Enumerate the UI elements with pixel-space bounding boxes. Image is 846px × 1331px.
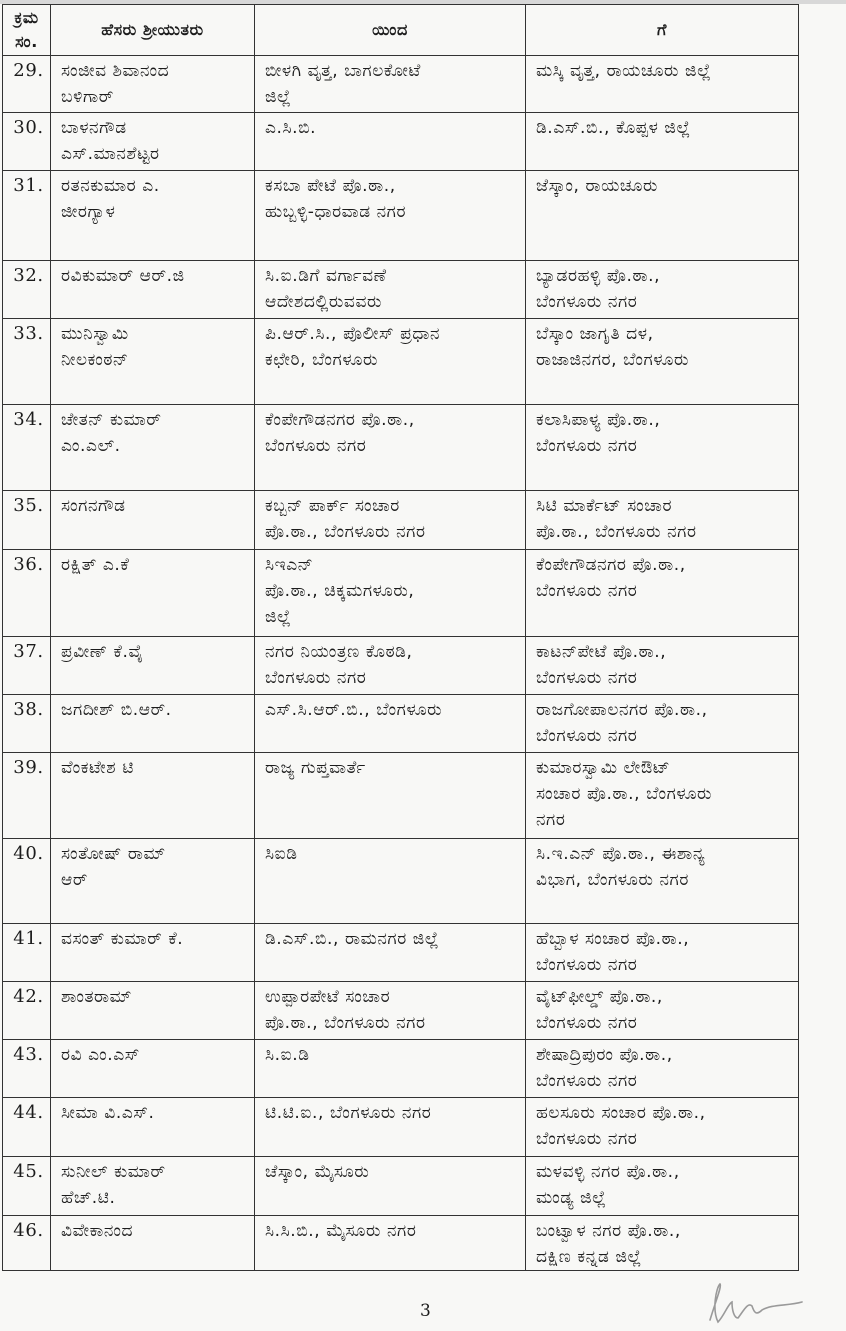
name-cell <box>51 982 255 1040</box>
serial-number-cell: 42. <box>3 982 51 1040</box>
to-cell <box>526 56 799 113</box>
name-cell <box>51 56 255 113</box>
header-name-line-2: ಶ್ರೀಯುತರು <box>143 20 204 39</box>
table-body <box>3 56 799 1271</box>
to-cell-line: ಕೆಂಪೇಗೌಡನಗರ ಪೊ.ಠಾ., <box>536 555 686 575</box>
table-row <box>3 1098 799 1157</box>
table-row <box>3 1216 799 1271</box>
handwritten-signature <box>698 1280 808 1328</box>
name-cell-line: ಆರ್ <box>61 870 88 890</box>
name-cell-line: ಎಂ.ಎಲ್. <box>61 436 121 456</box>
serial-number-cell: 45. <box>3 1157 51 1216</box>
from-cell-line: ಸಿಇಎನ್ <box>265 555 314 575</box>
from-cell-line: ಕಸಬಾ ಪೇಟೆ ಪೊ.ಠಾ., <box>265 176 396 196</box>
to-cell <box>526 982 799 1040</box>
name-cell-line: ವಿವೇಕಾನಂದ <box>61 1221 134 1241</box>
serial-number-cell: 44. <box>3 1098 51 1157</box>
table-row <box>3 695 799 753</box>
name-cell <box>51 695 255 753</box>
to-cell <box>526 695 799 753</box>
table-row <box>3 1040 799 1098</box>
from-cell <box>255 319 526 405</box>
name-cell <box>51 637 255 695</box>
to-cell-line: ಹೆಬ್ಬಾಳ ಸಂಚಾರ ಪೊ.ಠಾ., <box>536 929 690 949</box>
to-cell <box>526 1040 799 1098</box>
to-cell-line: ಕಾಟನ್‌ಪೇಟೆ ಪೊ.ಠಾ., <box>536 642 667 662</box>
from-cell-line: ಡಿ.ಎಸ್.ಬಿ., ರಾಮನಗರ ಜಿಲ್ಲೆ <box>265 929 440 949</box>
table-row <box>3 491 799 550</box>
from-cell-line: ಸಿ.ಸಿ.ಬಿ., ಮೈಸೂರು ನಗರ <box>265 1221 417 1241</box>
from-cell-line: ಎ.ಸಿ.ಬಿ. <box>265 118 317 138</box>
name-cell-line: ಸಂಜೀವ ಶಿವಾನಂದ <box>61 61 170 81</box>
table-row <box>3 550 799 637</box>
from-cell <box>255 405 526 491</box>
name-cell-line: ಚೇತನ್ ಕುಮಾರ್ <box>61 410 162 430</box>
serial-number-cell: 35. <box>3 491 51 550</box>
from-cell <box>255 491 526 550</box>
serial-number-cell: 33. <box>3 319 51 405</box>
from-cell-line: ರಾಜ್ಯ ಗುಪ್ತವಾರ್ತೆ <box>265 758 366 778</box>
from-cell <box>255 982 526 1040</box>
to-cell-line: ಪೊ.ಠಾ., ಬೆಂಗಳೂರು ನಗರ <box>536 522 697 542</box>
header-serial-line-2: ಸಂ. <box>15 32 38 51</box>
serial-number-cell: 32. <box>3 261 51 319</box>
from-cell <box>255 924 526 982</box>
table-row <box>3 171 799 261</box>
name-cell <box>51 839 255 924</box>
to-cell <box>526 550 799 637</box>
name-cell-line: ಸಂತೋಷ್ ರಾಮ್ <box>61 844 166 864</box>
from-cell-line: ಉಪ್ಪಾರಪೇಟೆ ಸಂಚಾರ <box>265 987 391 1007</box>
from-cell <box>255 550 526 637</box>
serial-number-cell: 40. <box>3 839 51 924</box>
to-cell-line: ಬೆಂಗಳೂರು ನಗರ <box>536 1129 638 1149</box>
from-cell <box>255 839 526 924</box>
table-header-row <box>3 5 799 56</box>
name-cell-line: ಜೀರಗ್ಯಾಳ <box>61 202 116 222</box>
serial-number-cell: 39. <box>3 753 51 839</box>
name-cell-line: ರವಿ ಎಂ.ಎಸ್ <box>61 1045 140 1065</box>
name-cell-line: ಬಳಿಗಾರ್ <box>61 87 114 107</box>
from-cell-line: ಕೆಂಪೇಗೌಡನಗರ ಪೊ.ಠಾ., <box>265 410 415 430</box>
serial-number-cell: 46. <box>3 1216 51 1271</box>
header-from: ಯಿಂದ <box>255 5 526 56</box>
name-cell <box>51 405 255 491</box>
header-serial-line-1: ಕ್ರಮ <box>14 8 39 27</box>
from-cell-line: ಬೆಂಗಳೂರು ನಗರ <box>265 668 367 688</box>
to-cell-line: ರಾಜಾಜಿನಗರ, ಬೆಂಗಳೂರು <box>536 350 689 370</box>
name-cell-line: ಸೀಮಾ ವಿ.ಎಸ್. <box>61 1103 155 1123</box>
page-number: 3 <box>420 1301 431 1321</box>
name-cell <box>51 924 255 982</box>
to-cell-line: ವೈಟ್‌ಫೀಲ್ಡ್ ಪೊ.ಠಾ., <box>536 987 663 1007</box>
name-cell-line: ಜಗದೀಶ್ ಬಿ.ಆರ್. <box>61 700 172 720</box>
from-cell-line: ಪೊ.ಠಾ., ಬೆಂಗಳೂರು ನಗರ <box>265 1013 426 1033</box>
to-cell-line: ಜೆಸ್ಕಾಂ, ರಾಯಚೂರು <box>536 176 658 196</box>
from-cell <box>255 113 526 171</box>
to-cell-line: ಕಲಾಸಿಪಾಳ್ಯ ಪೊ.ಠಾ., <box>536 410 661 430</box>
to-cell-line: ಸಿಟಿ ಮಾರ್ಕೆಟ್ ಸಂಚಾರ <box>536 496 673 516</box>
name-cell-line: ಸುನೀಲ್ ಕುಮಾರ್ <box>61 1162 166 1182</box>
name-cell <box>51 1040 255 1098</box>
from-cell-line: ಕಬ್ಬನ್ ಪಾರ್ಕ್ ಸಂಚಾರ <box>265 496 400 516</box>
from-cell <box>255 171 526 261</box>
name-cell-line: ಪ್ರವೀಣ್ ಕೆ.ವೈ <box>61 642 144 662</box>
from-cell-line: ಜಿಲ್ಲೆ <box>265 607 292 627</box>
from-cell-line: ಕಛೇರಿ, ಬೆಂಗಳೂರು <box>265 350 379 370</box>
to-cell <box>526 1098 799 1157</box>
to-cell-line: ಬೆಂಗಳೂರು ನಗರ <box>536 955 638 975</box>
table-row <box>3 839 799 924</box>
to-cell-line: ದಕ್ಷಿಣ ಕನ್ನಡ ಜಿಲ್ಲೆ <box>536 1247 642 1267</box>
to-cell <box>526 839 799 924</box>
name-cell-line: ಮುನಿಸ್ವಾಮಿ <box>61 324 129 344</box>
to-cell-line: ಬೆಂಗಳೂರು ನಗರ <box>536 436 638 456</box>
table-row <box>3 56 799 113</box>
name-cell-line: ವಸಂತ್ ಕುಮಾರ್ ಕೆ. <box>61 929 184 949</box>
from-cell-line: ಆದೇಶದಲ್ಲಿರುವವರು <box>265 292 382 312</box>
to-cell <box>526 319 799 405</box>
header-to: ಗೆ <box>526 5 799 56</box>
from-cell-line: ಎಸ್.ಸಿ.ಆರ್.ಬಿ., ಬೆಂಗಳೂರು <box>265 700 443 720</box>
serial-number-cell: 36. <box>3 550 51 637</box>
name-cell <box>51 319 255 405</box>
to-cell <box>526 171 799 261</box>
to-cell-line: ಸಂಚಾರ ಪೊ.ಠಾ., ಬೆಂಗಳೂರು <box>536 784 713 804</box>
to-cell-line: ನಗರ <box>536 810 566 830</box>
header-name-line-1: ಹೆಸರು <box>101 20 137 39</box>
header-name <box>51 5 255 56</box>
serial-number-cell: 29. <box>3 56 51 113</box>
to-cell-line: ಬೆಂಗಳೂರು ನಗರ <box>536 726 638 746</box>
name-cell-line: ರತನಕುಮಾರ ಎ. <box>61 176 160 196</box>
to-cell-line: ಡಿ.ಎಸ್.ಬಿ., ಕೊಪ್ಪಳ ಜಿಲ್ಲೆ <box>536 118 691 138</box>
name-cell-line: ವೆಂಕಟೇಶ ಟಿ <box>61 758 134 778</box>
serial-number-cell: 31. <box>3 171 51 261</box>
to-cell-line: ಮಸ್ಕಿ ವೃತ್ತ, ರಾಯಚೂರು ಜಿಲ್ಲೆ <box>536 61 712 81</box>
name-cell <box>51 261 255 319</box>
name-cell-line: ನೀಲಕಂಠನ್ <box>61 350 129 370</box>
to-cell-line: ಬೆಂಗಳೂರು ನಗರ <box>536 668 638 688</box>
name-cell-line: ಸಂಗನಗೌಡ <box>61 496 126 516</box>
name-cell <box>51 1157 255 1216</box>
name-cell-line: ರವಿಕುಮಾರ್ ಆರ್.ಜಿ <box>61 266 185 286</box>
to-cell-line: ಹಲಸೂರು ಸಂಚಾರ ಪೊ.ಠಾ., <box>536 1103 706 1123</box>
from-cell-line: ಚೆಸ್ಕಾಂ, ಮೈಸೂರು <box>265 1162 370 1182</box>
to-cell-line: ಬೆಂಗಳೂರು ನಗರ <box>536 581 638 601</box>
to-cell <box>526 491 799 550</box>
header-serial-number <box>3 5 51 56</box>
from-cell <box>255 1216 526 1271</box>
serial-number-cell: 30. <box>3 113 51 171</box>
name-cell <box>51 1216 255 1271</box>
serial-number-cell: 43. <box>3 1040 51 1098</box>
to-cell-line: ಬೆಂಗಳೂರು ನಗರ <box>536 1071 638 1091</box>
to-cell-line: ಬೆಂಗಳೂರು ನಗರ <box>536 1013 638 1033</box>
table-row <box>3 261 799 319</box>
from-cell <box>255 695 526 753</box>
from-cell-line: ಪೊ.ಠಾ., ಬೆಂಗಳೂರು ನಗರ <box>265 522 426 542</box>
name-cell-line: ಹೆಚ್.ಟಿ. <box>61 1188 116 1208</box>
name-cell-line: ಎಸ್.ಮಾನಶೆಟ್ಟರ <box>61 144 160 164</box>
to-cell <box>526 753 799 839</box>
to-cell-line: ವಿಭಾಗ, ಬೆಂಗಳೂರು ನಗರ <box>536 870 689 890</box>
to-cell-line: ಕುಮಾರಸ್ವಾಮಿ ಲೇಔಟ್ <box>536 758 671 778</box>
serial-number-cell: 38. <box>3 695 51 753</box>
from-cell-line: ಪೊ.ಠಾ., ಚಿಕ್ಕಮಗಳೂರು, <box>265 581 415 601</box>
from-cell <box>255 261 526 319</box>
name-cell <box>51 113 255 171</box>
table-row <box>3 405 799 491</box>
to-cell-line: ಶೇಷಾದ್ರಿಪುರಂ ಪೊ.ಠಾ., <box>536 1045 673 1065</box>
name-cell <box>51 1098 255 1157</box>
to-cell-line: ಬೆಂಗಳೂರು ನಗರ <box>536 292 638 312</box>
table-row <box>3 113 799 171</box>
name-cell-line: ರಕ್ಷಿತ್ ಎ.ಕೆ <box>61 555 130 575</box>
from-cell-line: ಬೀಳಗಿ ವೃತ್ತ, ಬಾಗಲಕೋಟೆ <box>265 61 421 81</box>
to-cell <box>526 1216 799 1271</box>
from-cell-line: ಬೆಂಗಳೂರು ನಗರ <box>265 436 367 456</box>
name-cell <box>51 491 255 550</box>
to-cell <box>526 1157 799 1216</box>
table-row <box>3 637 799 695</box>
name-cell-line: ಶಾಂತರಾಮ್ <box>61 987 132 1007</box>
to-cell <box>526 261 799 319</box>
from-cell <box>255 637 526 695</box>
table-row <box>3 1157 799 1216</box>
from-cell-line: ಪಿ.ಆರ್.ಸಿ., ಪೊಲೀಸ್ ಪ್ರಧಾನ <box>265 324 440 344</box>
from-cell-line: ಸಿ.ಐ.ಡಿ <box>265 1045 310 1065</box>
to-cell-line: ಮಂಡ್ಯ ಜಿಲ್ಲೆ <box>536 1188 607 1208</box>
from-cell <box>255 1040 526 1098</box>
to-cell-line: ಸಿ.ಇ.ಎನ್ ಪೊ.ಠಾ., ಈಶಾನ್ಯ <box>536 844 706 864</box>
name-cell <box>51 171 255 261</box>
to-cell-line: ಬೆಸ್ಕಾಂ ಜಾಗೃತಿ ದಳ, <box>536 324 654 344</box>
name-cell <box>51 550 255 637</box>
from-cell <box>255 56 526 113</box>
from-cell-line: ಜಿಲ್ಲೆ <box>265 87 292 107</box>
name-cell-line: ಬಾಳನಗೌಡ <box>61 118 127 138</box>
transfer-table <box>2 4 799 1271</box>
from-cell-line: ಹುಬ್ಬಳ್ಳಿ-ಧಾರವಾಡ ನಗರ <box>265 202 407 222</box>
serial-number-cell: 37. <box>3 637 51 695</box>
from-cell <box>255 1098 526 1157</box>
to-cell-line: ಬ್ಯಾಡರಹಳ್ಳಿ ಪೊ.ಠಾ., <box>536 266 661 286</box>
serial-number-cell: 41. <box>3 924 51 982</box>
to-cell <box>526 924 799 982</box>
table-row <box>3 982 799 1040</box>
from-cell-line: ಟಿ.ಟಿ.ಐ., ಬೆಂಗಳೂರು ನಗರ <box>265 1103 432 1123</box>
from-cell-line: ಸಿ.ಐ.ಡಿಗೆ ವರ್ಗಾವಣೆ <box>265 266 387 286</box>
to-cell <box>526 113 799 171</box>
from-cell <box>255 1157 526 1216</box>
to-cell-line: ಬಂಟ್ವಾಳ ನಗರ ಪೊ.ಠಾ., <box>536 1221 681 1241</box>
from-cell-line: ನಗರ ನಿಯಂತ್ರಣ ಕೊಠಡಿ, <box>265 642 413 662</box>
name-cell <box>51 753 255 839</box>
to-cell <box>526 637 799 695</box>
to-cell-line: ರಾಜಗೋಪಾಲನಗರ ಪೊ.ಠಾ., <box>536 700 708 720</box>
table-row <box>3 319 799 405</box>
serial-number-cell: 34. <box>3 405 51 491</box>
table-row <box>3 753 799 839</box>
to-cell <box>526 405 799 491</box>
table-row <box>3 924 799 982</box>
from-cell <box>255 753 526 839</box>
from-cell-line: ಸಿಐಡಿ <box>265 844 298 864</box>
to-cell-line: ಮಳವಳ್ಳಿ ನಗರ ಪೊ.ಠಾ., <box>536 1162 680 1182</box>
